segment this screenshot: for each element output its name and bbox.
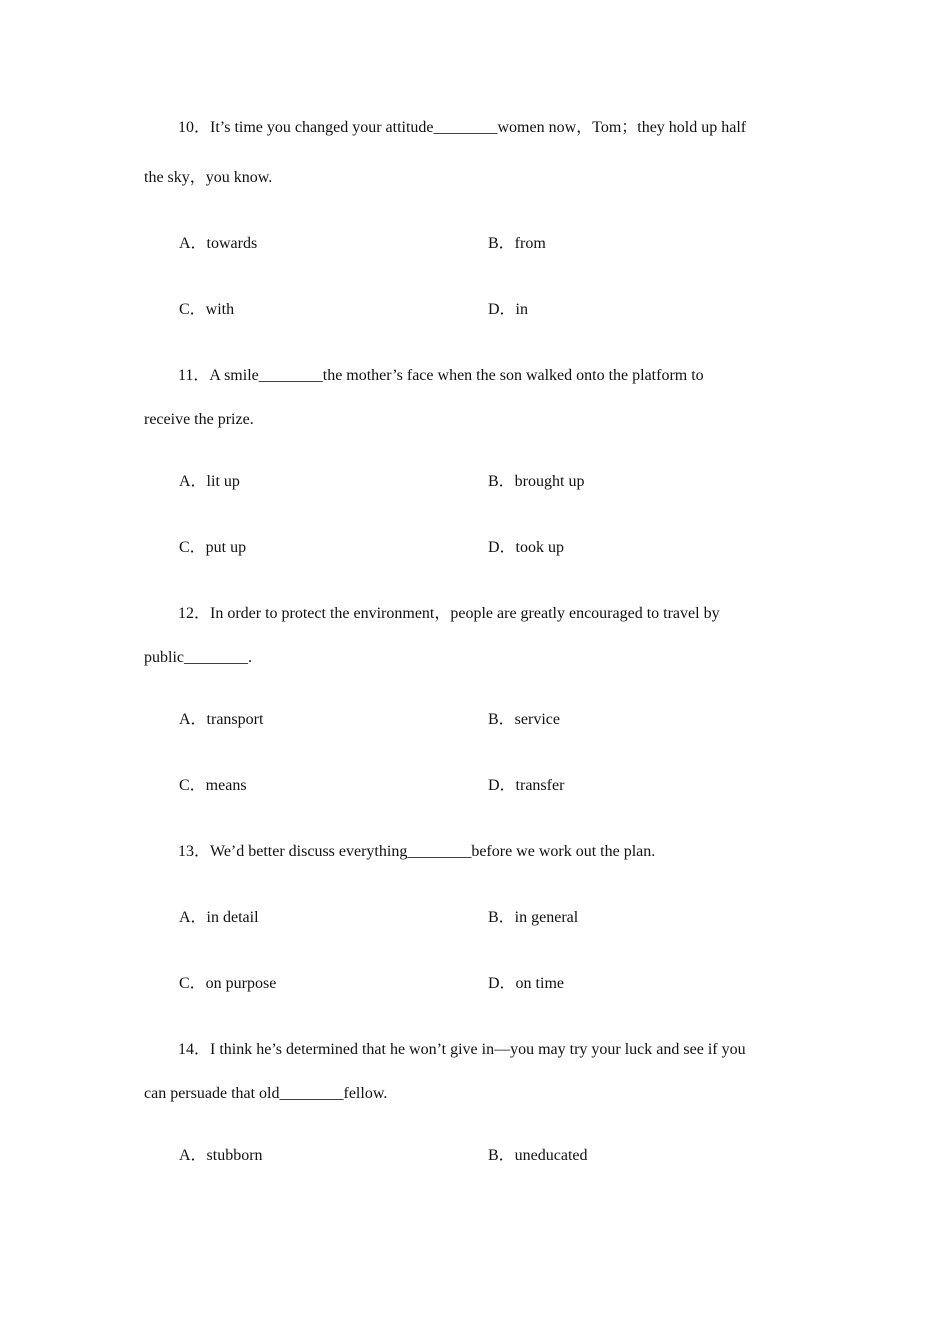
question-11-text-continued: receive the prize. xyxy=(144,411,254,428)
question-12-option-b: B．service xyxy=(488,711,560,728)
question-11-option-c: C．put up xyxy=(179,539,247,556)
question-12-text-continued: public________. xyxy=(144,649,252,666)
question-11-option-a: A．lit up xyxy=(179,473,240,490)
question-13-option-a: A．in detail xyxy=(179,909,259,926)
question-11-text: 11．A smile________the mother’s face when the son walked onto the platform to xyxy=(178,367,704,384)
question-11-option-d: D．took up xyxy=(488,539,565,556)
question-13-option-d: D．on time xyxy=(488,975,564,992)
question-12-option-c: C．means xyxy=(179,777,247,794)
question-13-text: 13．We’d better discuss everything________before we work out the plan. xyxy=(178,843,656,860)
question-14-option-a: A．stubborn xyxy=(179,1147,263,1164)
question-11-option-b: B．brought up xyxy=(488,473,585,490)
question-12-option-a: A．transport xyxy=(179,711,264,728)
question-10-option-d: D．in xyxy=(488,301,529,318)
question-14-text: 14．I think he’s determined that he won’t give in—you may try your luck and see if you xyxy=(178,1041,746,1058)
question-14-option-b: B．uneducated xyxy=(488,1147,588,1164)
question-10-text: 10．It’s time you changed your attitude________women now，Tom；they hold up half xyxy=(178,119,747,136)
question-10-option-a: A．towards xyxy=(179,235,258,252)
question-12-option-d: D．transfer xyxy=(488,777,565,794)
question-13-option-c: C．on purpose xyxy=(179,975,277,992)
question-13-option-b: B．in general xyxy=(488,909,579,926)
question-14-text-continued: can persuade that old________fellow. xyxy=(144,1085,388,1102)
question-10-option-b: B．from xyxy=(488,235,546,252)
question-12-text: 12．In order to protect the environment，people are greatly encouraged to travel by xyxy=(178,605,720,622)
question-10-option-c: C．with xyxy=(179,301,235,318)
question-10-text-continued: the sky，you know. xyxy=(144,169,273,186)
